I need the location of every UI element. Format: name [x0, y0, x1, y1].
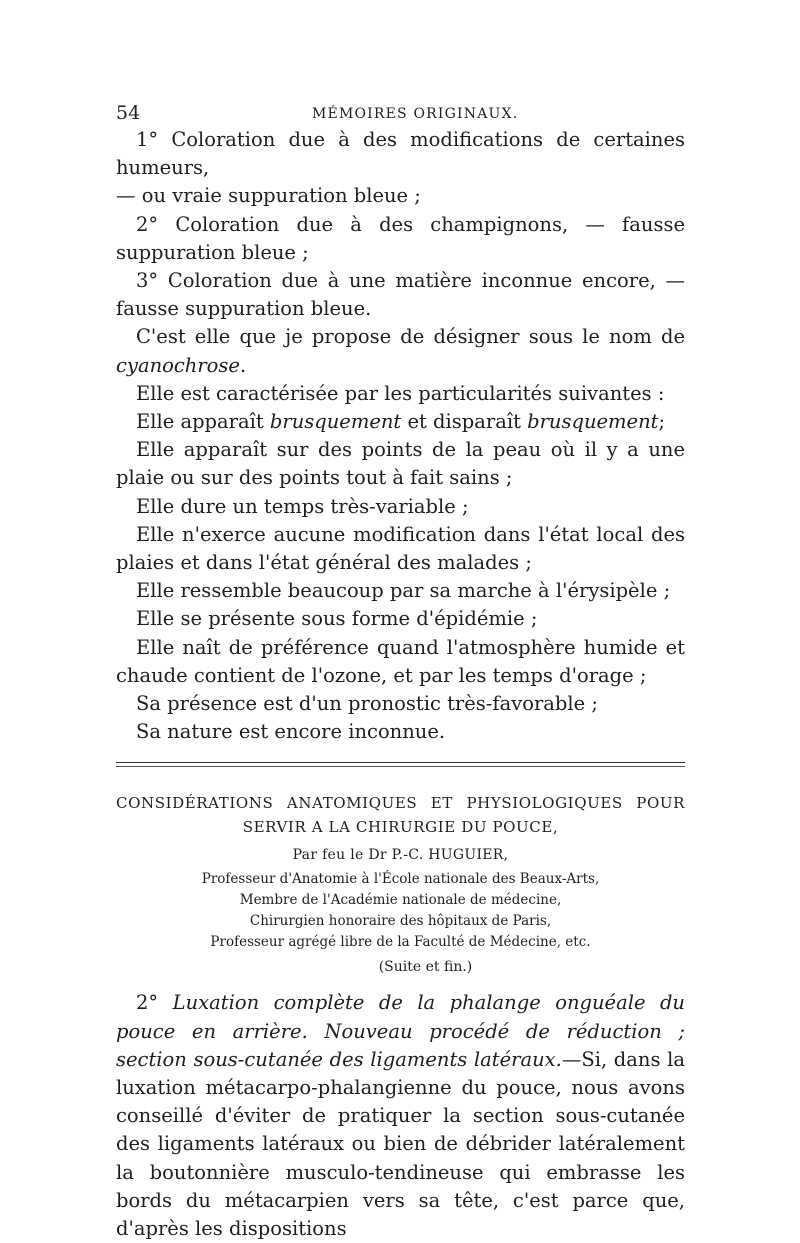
running-header	[116, 98, 685, 126]
paragraph-caracterisee: Elle est caractérisée par les particularités suivantes :	[136, 381, 665, 405]
paragraph-apparait	[116, 408, 685, 436]
apparait-em-1: brusquement	[269, 410, 402, 434]
section-divider	[116, 762, 685, 763]
paragraph-exerce: Elle n'exerce aucune modification dans l'état local des plaies et dans l'état général des malades ;	[116, 522, 685, 575]
list-item-3: 3° Coloration due à une matière inconnue encore, — fausse suppuration bleue.	[116, 269, 685, 321]
list-item-1	[116, 126, 685, 211]
item-number: 2°	[136, 991, 173, 1015]
italic-heading: Luxation complète de la phalange onguéale du pouce en arrière. Nouveau procédé de réduction ; section sous-cutanée des ligaments latéraux.	[116, 991, 685, 1071]
article-title-line2: SERVIR A LA CHIRURGIE DU POUCE,	[242, 818, 559, 837]
paragraph-luxation	[116, 989, 685, 1243]
apparait-text-a: Elle apparaît	[136, 410, 270, 434]
affiliation-line: Professeur d'Anatomie à l'École nationale des Beaux-Arts,	[201, 871, 600, 888]
propose-text: C'est elle que je propose de désigner sous le nom de	[136, 325, 685, 349]
paragraph-ressemble: Elle ressemble beaucoup par sa marche à l'érysipèle ;	[136, 579, 671, 603]
paragraph-propose	[116, 323, 685, 379]
luxation-text: —Si, dans la luxation métacarpo-phalangienne du pouce, nous avons conseillé d'éviter de pratiquer la section sous-cutanée des ligaments latéraux ou bien de débrider latéralement la boutonnière musculo-tendineuse qui embrasse les bords du métacarpien vers sa tête, c'est parce que, d'après les dispositions	[116, 1047, 685, 1241]
list-item-1-line1: 1° Coloration due à des modifications de certaines humeurs,	[116, 128, 685, 180]
article-title	[116, 791, 685, 839]
list-item-1-line2: — ou vraie suppuration bleue ;	[116, 184, 421, 208]
paragraph-epidemie: Elle se présente sous forme d'épidémie ;	[136, 607, 538, 631]
apparait-em-2: brusquement	[527, 410, 659, 434]
section-luxation	[116, 989, 685, 1243]
book-page	[116, 98, 685, 1243]
propose-suffix: .	[239, 353, 247, 377]
paragraph-nature: Sa nature est encore inconnue.	[136, 720, 446, 744]
section-cyanochrose	[116, 126, 685, 746]
paragraph-pronostic: Sa présence est d'un pronostic très-favorable ;	[136, 692, 598, 716]
running-title: MÉMOIRES ORIGINAUX.	[312, 106, 519, 122]
paragraph-nait: Elle naît de préférence quand l'atmosphère humide et chaude contient de l'ozone, et par les temps d'orage ;	[116, 635, 685, 687]
article-title-line1: CONSIDÉRATIONS ANATOMIQUES ET PHYSIOLOGIQUES POUR	[116, 794, 685, 813]
suite-note: (Suite et fin.)	[378, 959, 473, 976]
apparait-text-c: ;	[658, 410, 666, 434]
author-line: Par feu le Dr P.-C. HUGUIER,	[292, 847, 509, 864]
paragraph-points: Elle apparaît sur des points de la peau où il y a une plaie ou sur des points tout à fait sains ;	[116, 438, 685, 490]
author-affiliations	[116, 869, 685, 953]
apparait-text-b: et disparaît	[401, 410, 528, 434]
affiliation-line: Membre de l'Académie nationale de médecine,	[239, 892, 562, 909]
paragraph-dure: Elle dure un temps très-variable ;	[136, 494, 469, 518]
affiliation-line: Professeur agrégé libre de la Faculté de Médecine, etc.	[210, 934, 591, 951]
page-number: 54	[116, 102, 141, 124]
list-item-2: 2° Coloration due à des champignons, — fausse suppuration bleue ;	[116, 212, 685, 264]
term-cyanochrose: cyanochrose	[116, 353, 240, 377]
affiliation-line: Chirurgien honoraire des hôpitaux de Paris,	[249, 913, 552, 930]
